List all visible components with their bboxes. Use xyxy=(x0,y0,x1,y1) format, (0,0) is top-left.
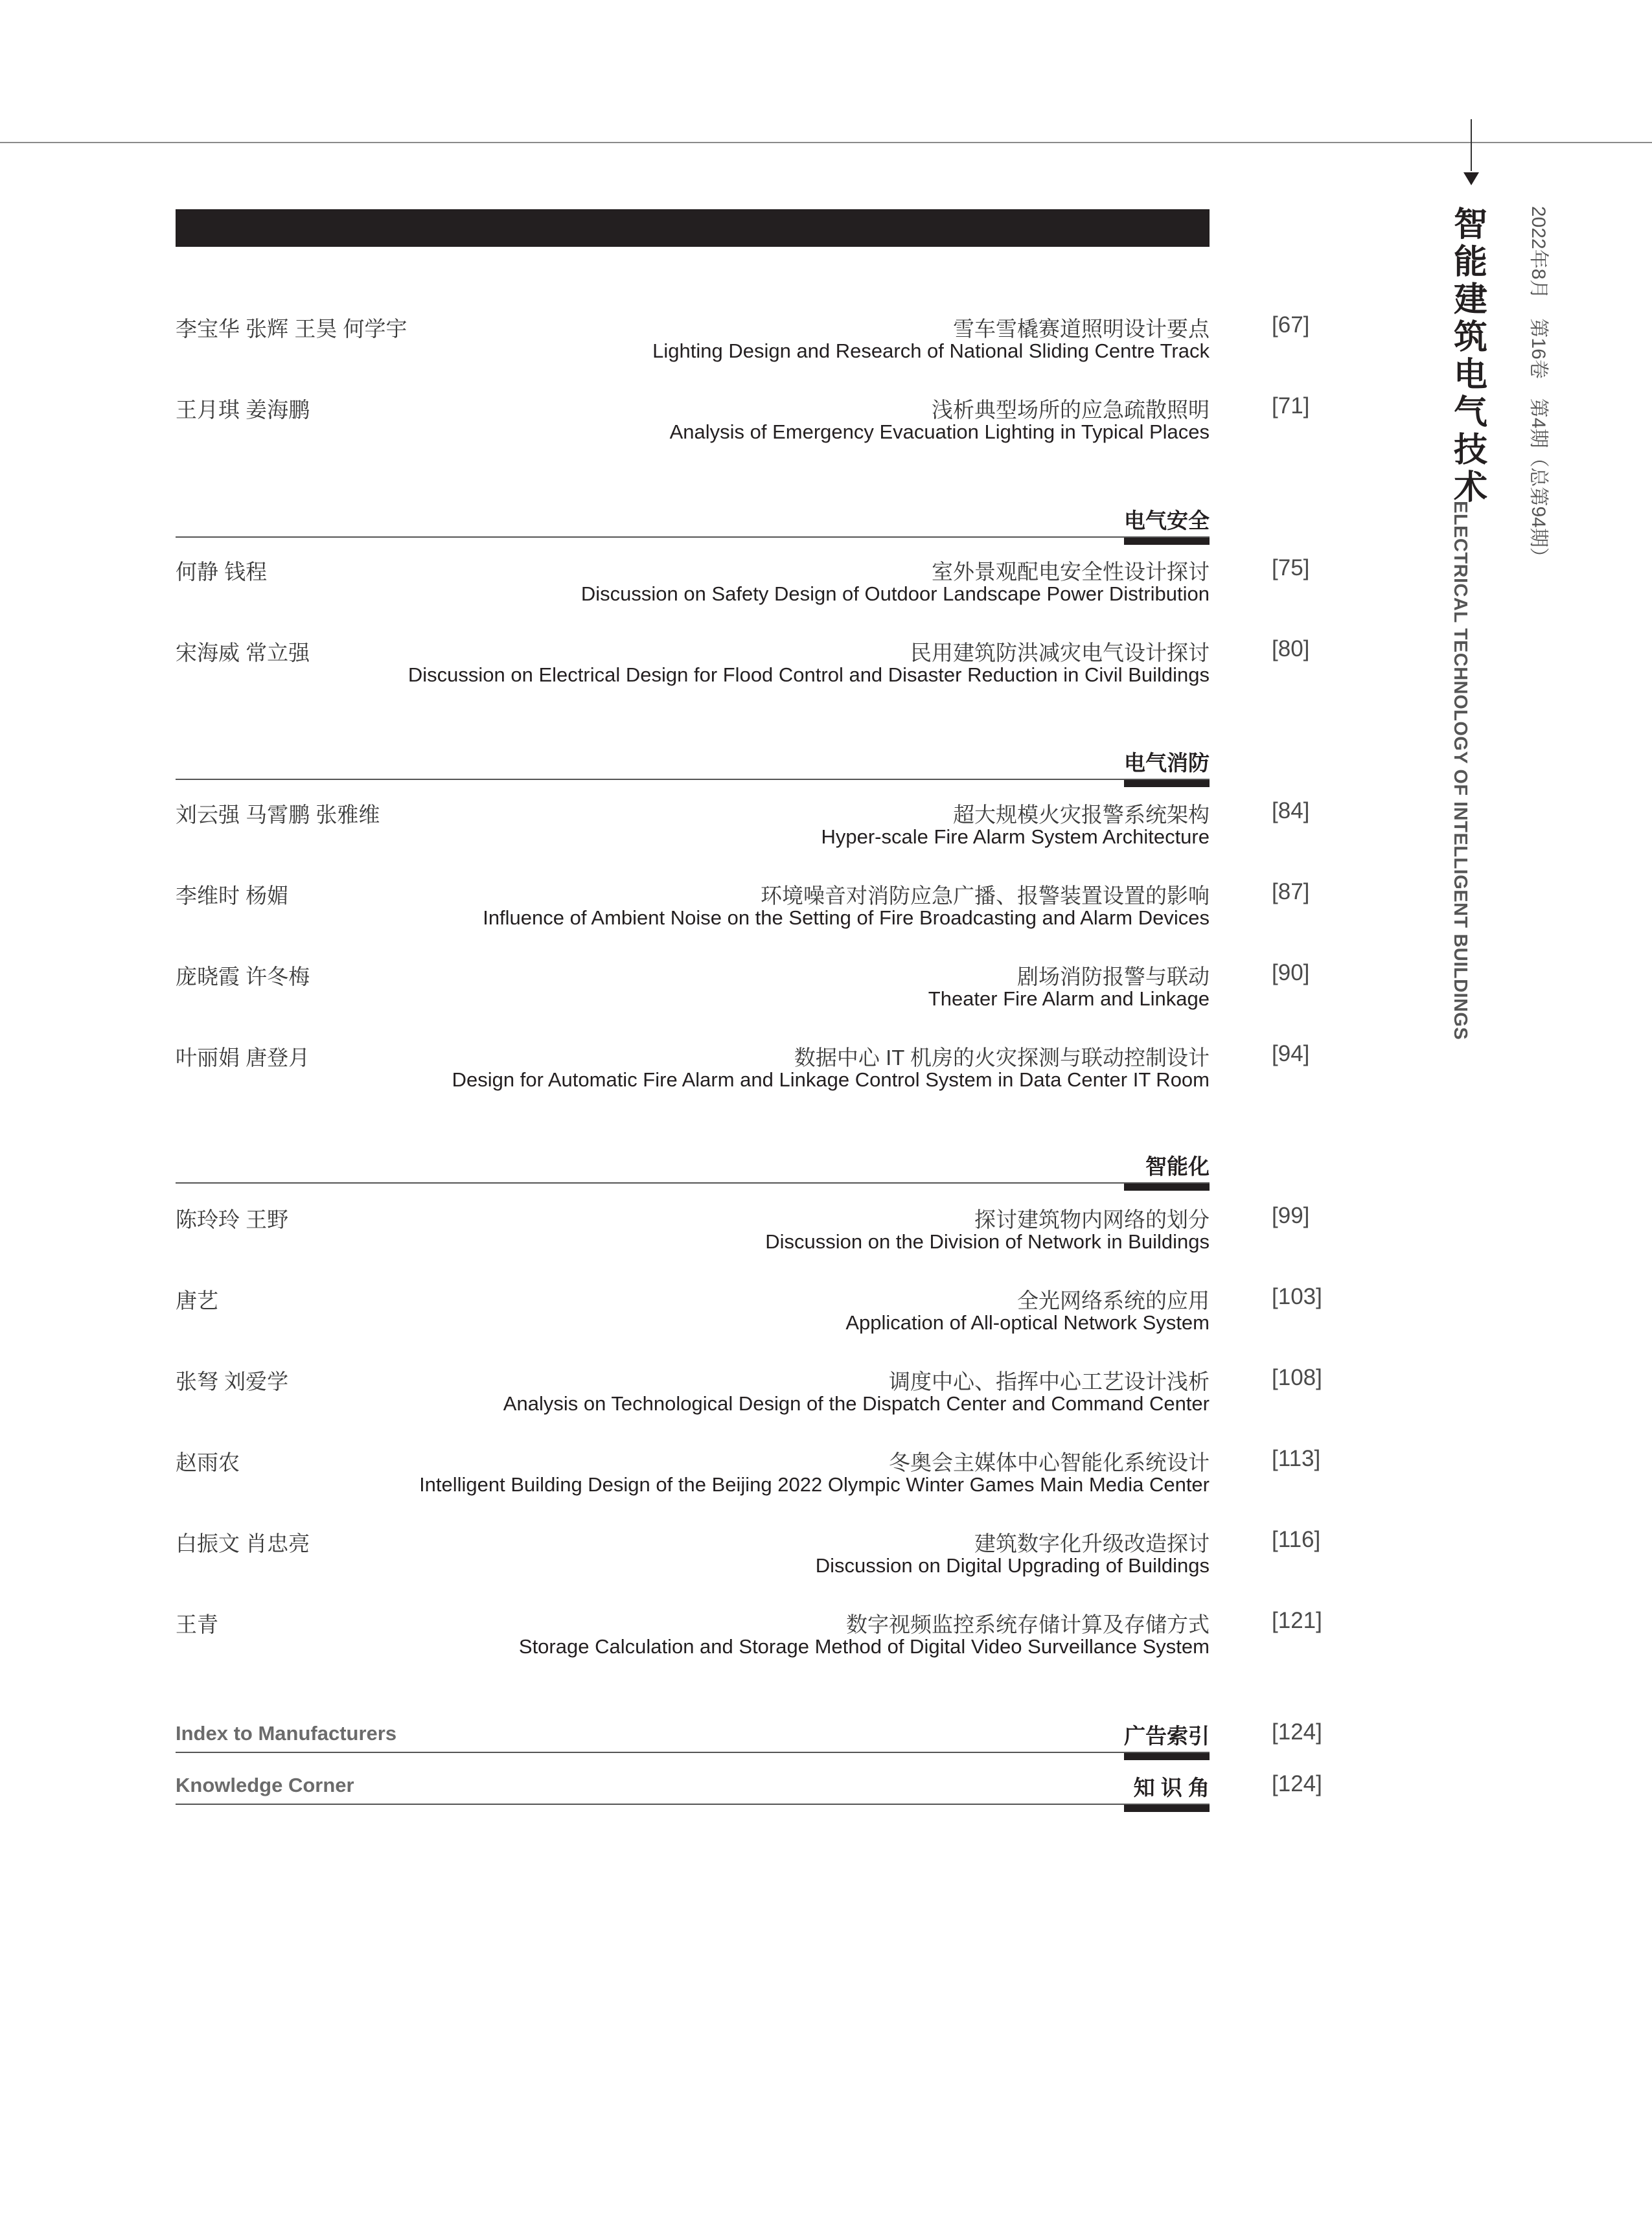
footer-rule xyxy=(176,1752,1210,1753)
toc-entry[interactable] xyxy=(176,798,1342,869)
entry-title-cn: 雪车雪橇赛道照明设计要点 xyxy=(953,317,1210,341)
entry-page: [87] xyxy=(1272,879,1310,904)
journal-title-en: ELECTRICAL TECHNOLOGY OF INTELLIGENT BUILDINGS xyxy=(1450,501,1471,1040)
entry-title-en: Discussion on Digital Upgrading of Buildings xyxy=(815,1554,1210,1577)
entry-page: [116] xyxy=(1272,1527,1321,1552)
entry-title-en: Analysis on Technological Design of the Dispatch Center and Command Center xyxy=(503,1392,1210,1415)
entry-title-cn: 超大规模火灾报警系统架构 xyxy=(953,803,1210,827)
entry-authors: 叶丽娟 唐登月 xyxy=(176,1046,310,1070)
entry-page: [71] xyxy=(1272,393,1310,418)
section-tab xyxy=(1124,780,1210,787)
footer-label-cn: 知 识 角 xyxy=(1133,1776,1210,1800)
issue-info: 2022年8月 第16卷 第4期（总第94期） xyxy=(1528,206,1549,567)
section-header-bar xyxy=(176,209,1210,247)
toc-entry[interactable] xyxy=(176,312,1342,384)
entry-title-en: Storage Calculation and Storage Method of Digital Video Surveillance System xyxy=(518,1635,1210,1658)
section-title: 电气安全 xyxy=(1124,509,1210,533)
entry-title-cn: 数据中心 IT 机房的火灾探测与联动控制设计 xyxy=(794,1046,1210,1070)
toc-entry[interactable] xyxy=(176,1527,1342,1598)
entry-page: [121] xyxy=(1272,1608,1322,1633)
footer-page: [124] xyxy=(1272,1771,1322,1796)
entry-title-cn: 探讨建筑物内网络的划分 xyxy=(974,1208,1210,1232)
toc-entry[interactable] xyxy=(176,555,1342,626)
entry-page: [94] xyxy=(1272,1041,1310,1066)
entry-page: [80] xyxy=(1272,636,1310,661)
entry-authors: 张弩 刘爱学 xyxy=(176,1370,289,1393)
footer-label-en: Knowledge Corner xyxy=(176,1774,354,1796)
entry-title-cn: 建筑数字化升级改造探讨 xyxy=(974,1531,1210,1555)
entry-title-cn: 调度中心、指挥中心工艺设计浅析 xyxy=(889,1370,1210,1393)
entry-authors: 赵雨农 xyxy=(176,1450,240,1474)
toc-entry[interactable] xyxy=(176,1203,1342,1274)
entry-title-cn: 室外景观配电安全性设计探讨 xyxy=(932,560,1210,584)
entry-title-en: Discussion on Electrical Design for Flood Control and Disaster Reduction in Civil Buildings xyxy=(407,663,1210,686)
entry-title-en: Lighting Design and Research of National Sliding Centre Track xyxy=(652,339,1210,362)
footer-label-en: Index to Manufacturers xyxy=(176,1722,397,1745)
entry-title-cn: 数字视频监控系统存储计算及存储方式 xyxy=(846,1612,1210,1636)
section-tab xyxy=(1124,538,1210,545)
entry-title-en: Theater Fire Alarm and Linkage xyxy=(928,987,1210,1010)
toc-entry[interactable] xyxy=(176,1446,1342,1517)
entry-title-cn: 全光网络系统的应用 xyxy=(1017,1289,1210,1313)
index-manufacturers-row[interactable] xyxy=(176,1717,1342,1762)
toc-entry[interactable] xyxy=(176,879,1342,950)
entry-authors: 庞晓霞 许冬梅 xyxy=(176,965,310,989)
entry-authors: 王月琪 姜海鹏 xyxy=(176,398,310,422)
entry-title-cn: 民用建筑防洪减灾电气设计探讨 xyxy=(910,641,1210,665)
entry-authors: 李宝华 张辉 王昊 何学宇 xyxy=(176,317,407,341)
footer-tab xyxy=(1124,1805,1210,1812)
entry-page: [75] xyxy=(1272,555,1310,580)
entry-page: [99] xyxy=(1272,1203,1310,1228)
toc-entry[interactable] xyxy=(176,960,1342,1031)
entry-authors: 王青 xyxy=(176,1612,218,1636)
entry-authors: 白振文 肖忠亮 xyxy=(176,1531,310,1555)
entry-title-cn: 冬奥会主媒体中心智能化系统设计 xyxy=(889,1450,1210,1474)
entry-title-en: Discussion on Safety Design of Outdoor Landscape Power Distribution xyxy=(580,582,1210,605)
section-header-smart xyxy=(176,1150,1210,1195)
section-title: 智能化 xyxy=(1145,1154,1210,1178)
journal-title-cn: 智能建筑电气技术 xyxy=(1453,206,1487,507)
page-marker-line xyxy=(1471,119,1472,171)
entry-authors: 陈玲玲 王野 xyxy=(176,1208,289,1232)
section-rule xyxy=(176,1182,1210,1184)
entry-authors: 何静 钱程 xyxy=(176,560,268,584)
toc-entry[interactable] xyxy=(176,1608,1342,1679)
arrow-down-icon xyxy=(1463,172,1479,185)
toc-entry[interactable] xyxy=(176,1284,1342,1355)
entry-title-en: Intelligent Building Design of the Beijing 2022 Olympic Winter Games Main Media Center xyxy=(419,1473,1210,1496)
entry-authors: 唐艺 xyxy=(176,1289,218,1313)
header-rule xyxy=(0,142,1652,143)
entry-authors: 刘云强 马霄鹏 张雅维 xyxy=(176,803,380,827)
entry-title-cn: 剧场消防报警与联动 xyxy=(1017,965,1210,989)
toc-entry[interactable] xyxy=(176,1365,1342,1436)
entry-title-en: Design for Automatic Fire Alarm and Linkage Control System in Data Center IT Room xyxy=(452,1068,1210,1091)
entry-authors: 宋海威 常立强 xyxy=(176,641,310,665)
section-header-safety xyxy=(176,504,1210,549)
entry-page: [113] xyxy=(1272,1446,1321,1471)
entry-title-en: Hyper-scale Fire Alarm System Architecture xyxy=(821,825,1210,848)
entry-title-en: Analysis of Emergency Evacuation Lighting in Typical Places xyxy=(669,420,1210,443)
section-header-fire xyxy=(176,746,1210,792)
toc-entry[interactable] xyxy=(176,636,1342,707)
entry-page: [84] xyxy=(1272,798,1310,823)
footer-label-cn: 广告索引 xyxy=(1124,1724,1210,1748)
footer-rule xyxy=(176,1804,1210,1805)
entry-page: [103] xyxy=(1272,1284,1322,1309)
entry-title-en: Discussion on the Division of Network in Buildings xyxy=(765,1230,1210,1253)
section-tab xyxy=(1124,1184,1210,1191)
entry-title-cn: 浅析典型场所的应急疏散照明 xyxy=(932,398,1210,422)
entry-title-en: Influence of Ambient Noise on the Setting of Fire Broadcasting and Alarm Devices xyxy=(483,906,1210,929)
entry-page: [90] xyxy=(1272,960,1310,985)
entry-authors: 李维时 杨媚 xyxy=(176,884,289,908)
entry-title-cn: 环境噪音对消防应急广播、报警装置设置的影响 xyxy=(761,884,1210,908)
section-rule xyxy=(176,779,1210,780)
section-title: 电气消防 xyxy=(1124,751,1210,775)
footer-tab xyxy=(1124,1753,1210,1760)
footer-page: [124] xyxy=(1272,1719,1322,1745)
knowledge-corner-row[interactable] xyxy=(176,1769,1342,1814)
toc-entry[interactable] xyxy=(176,1041,1342,1112)
entry-page: [67] xyxy=(1272,312,1310,338)
entry-page: [108] xyxy=(1272,1365,1322,1390)
toc-entry[interactable] xyxy=(176,393,1342,464)
entry-title-en: Application of All-optical Network System xyxy=(845,1311,1210,1334)
section-rule xyxy=(176,536,1210,538)
